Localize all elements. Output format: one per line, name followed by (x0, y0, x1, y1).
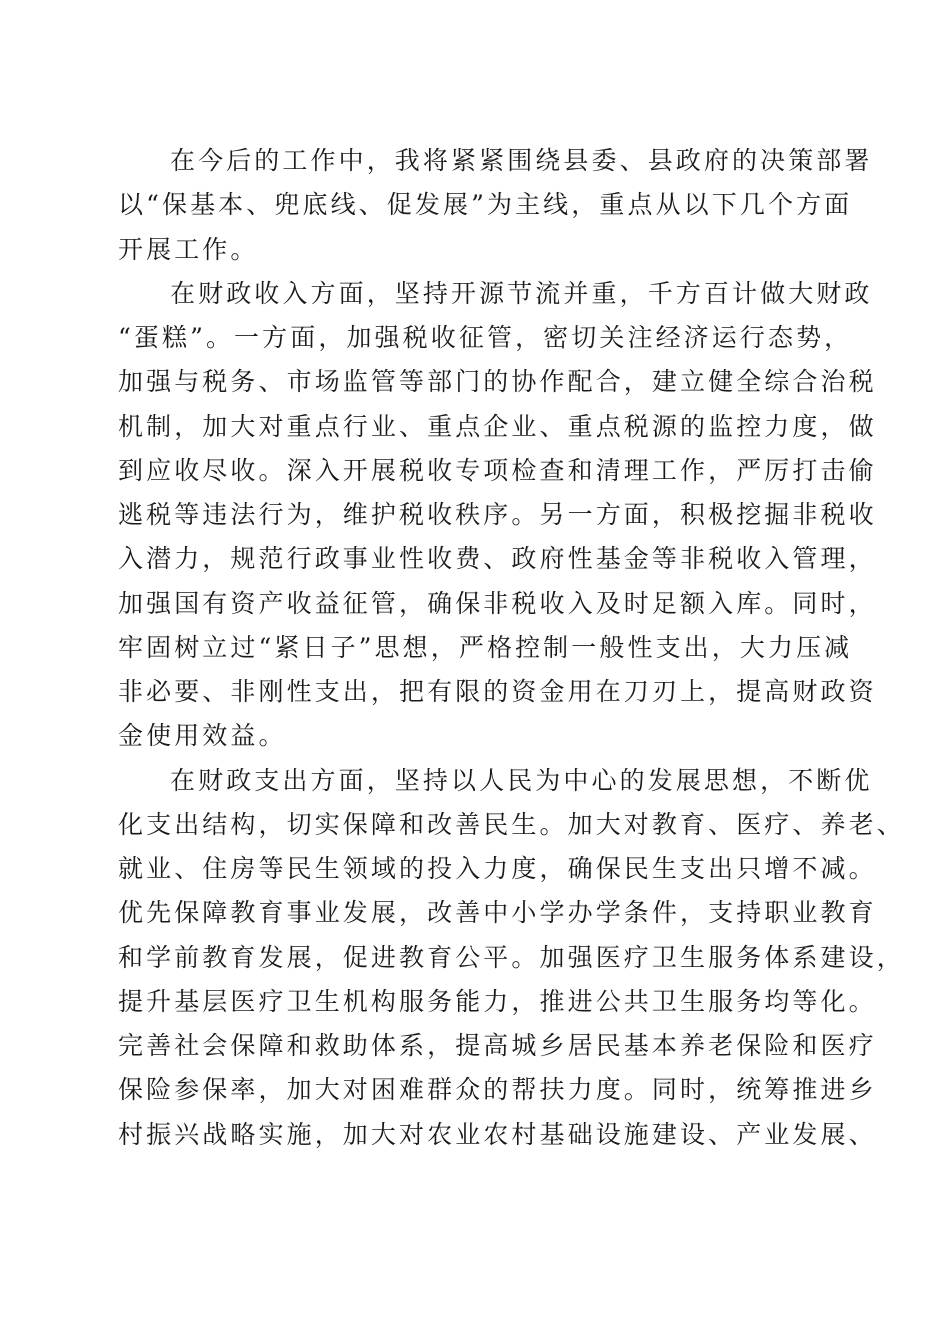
text-line: 非必要、非刚性支出，把有限的资金用在刀刃上，提高财政资 (118, 677, 877, 706)
text-line: 到应收尽收。深入开展税收专项检查和清理工作，严厉打击偷 (118, 456, 877, 485)
text-line: 村振兴战略实施，加大对农业农村基础设施建设、产业发展、 (118, 1120, 877, 1149)
text-line: 优先保障教育事业发展，改善中小学办学条件，支持职业教育 (118, 898, 877, 927)
text-line: 牢固树立过“紧日子”思想，严格控制一般性支出，大力压减 (118, 633, 853, 662)
text-line: 完善社会保障和救助体系，提高城乡居民基本养老保险和医疗 (118, 1031, 877, 1060)
text-line: 以“保基本、兜底线、促发展”为主线，重点从以下几个方面 (118, 190, 853, 219)
text-line: “蛋糕”。一方面，加强税收征管，密切关注经济运行态势， (118, 323, 853, 352)
text-line: 保险参保率，加大对困难群众的帮扶力度。同时，统筹推进乡 (118, 1075, 877, 1104)
text-line: 在财政支出方面，坚持以人民为中心的发展思想，不断优 (170, 766, 873, 795)
text-line: 就业、住房等民生领域的投入力度，确保民生支出只增不减。 (118, 854, 877, 883)
text-line: 化支出结构，切实保障和改善民生。加大对教育、医疗、养老、 (118, 810, 905, 839)
text-line: 加强国有资产收益征管，确保非税收入及时足额入库。同时， (118, 589, 877, 618)
text-line: 在今后的工作中，我将紧紧围绕县委、县政府的决策部署 (170, 146, 873, 175)
text-line: 入潜力，规范行政事业性收费、政府性基金等非税收入管理， (118, 544, 877, 573)
text-line: 加强与税务、市场监管等部门的协作配合，建立健全综合治税 (118, 367, 877, 396)
text-line: 机制，加大对重点行业、重点企业、重点税源的监控力度，做 (118, 412, 877, 441)
text-line: 在财政收入方面，坚持开源节流并重，千方百计做大财政 (170, 279, 873, 308)
text-line: 开展工作。 (118, 235, 259, 264)
text-line: 逃税等违法行为，维护税收秩序。另一方面，积极挖掘非税收 (118, 500, 877, 529)
text-line: 和学前教育发展，促进教育公平。加强医疗卫生服务体系建设， (118, 943, 905, 972)
text-line: 提升基层医疗卫生机构服务能力，推进公共卫生服务均等化。 (118, 987, 877, 1016)
text-line: 金使用效益。 (118, 721, 287, 750)
